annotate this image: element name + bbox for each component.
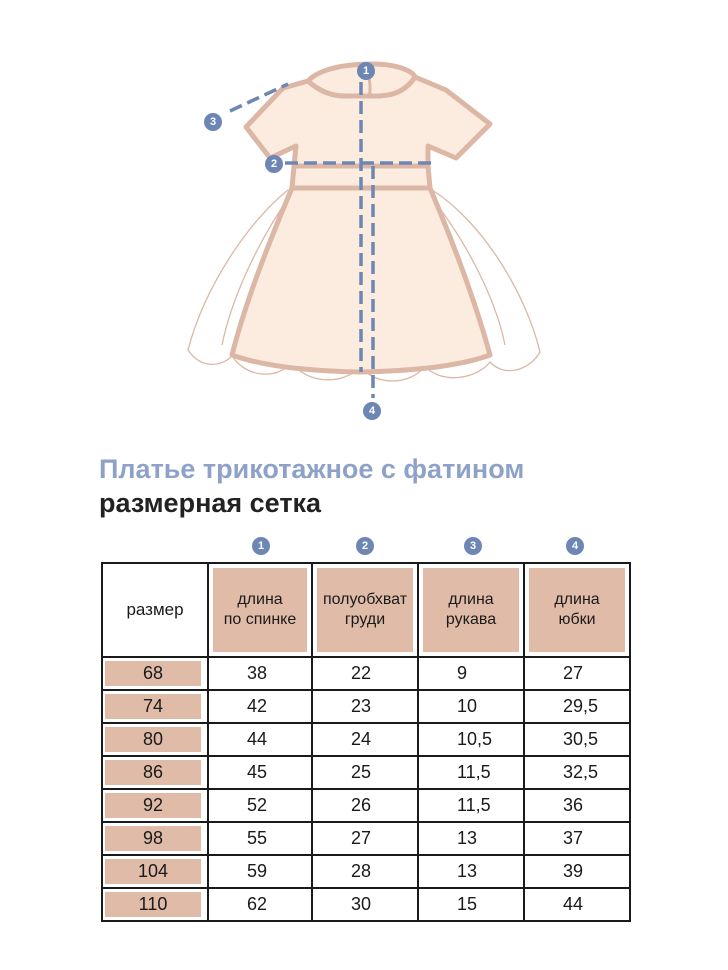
table-cell: 42 bbox=[208, 690, 312, 723]
column-marker-1: 1 bbox=[252, 537, 270, 555]
header-half-chest bbox=[312, 563, 418, 657]
header-label: длина рукава bbox=[423, 568, 519, 652]
table-cell: 24 bbox=[312, 723, 418, 756]
size-cell bbox=[102, 690, 208, 723]
column-marker-3: 3 bbox=[464, 537, 482, 555]
column-marker-2: 2 bbox=[356, 537, 374, 555]
table-cell: 26 bbox=[312, 789, 418, 822]
page-subtitle: размерная сетка bbox=[99, 488, 322, 518]
table-cell: 28 bbox=[312, 855, 418, 888]
table-cell: 11,5 bbox=[418, 789, 524, 822]
size-cell bbox=[102, 855, 208, 888]
table-row bbox=[102, 756, 630, 789]
table-cell: 29,5 bbox=[524, 690, 630, 723]
table-cell: 36 bbox=[524, 789, 630, 822]
table-cell: 37 bbox=[524, 822, 630, 855]
table-row bbox=[102, 888, 630, 921]
table-cell: 13 bbox=[418, 822, 524, 855]
table-cell: 13 bbox=[418, 855, 524, 888]
size-cell bbox=[102, 822, 208, 855]
size-value: 86 bbox=[105, 760, 201, 785]
table-cell: 62 bbox=[208, 888, 312, 921]
marker-4: 4 bbox=[363, 402, 381, 420]
size-table bbox=[101, 562, 631, 922]
size-value: 68 bbox=[105, 661, 201, 686]
header-sleeve-length bbox=[418, 563, 524, 657]
table-cell: 39 bbox=[524, 855, 630, 888]
size-value: 92 bbox=[105, 793, 201, 818]
header-back-length bbox=[208, 563, 312, 657]
table-cell: 27 bbox=[312, 822, 418, 855]
table-cell: 10,5 bbox=[418, 723, 524, 756]
table-cell: 52 bbox=[208, 789, 312, 822]
size-value: 80 bbox=[105, 727, 201, 752]
header-label: длина по спинке bbox=[213, 568, 307, 652]
size-value: 98 bbox=[105, 826, 201, 851]
table-cell: 9 bbox=[418, 657, 524, 690]
table-cell: 10 bbox=[418, 690, 524, 723]
marker-1: 1 bbox=[357, 62, 375, 80]
size-cell bbox=[102, 789, 208, 822]
table-cell: 59 bbox=[208, 855, 312, 888]
table-row bbox=[102, 657, 630, 690]
size-cell bbox=[102, 756, 208, 789]
size-column-header: размер bbox=[102, 563, 208, 657]
marker-2: 2 bbox=[265, 155, 283, 173]
table-cell: 22 bbox=[312, 657, 418, 690]
header-label: полуобхват груди bbox=[317, 568, 413, 652]
table-cell: 44 bbox=[208, 723, 312, 756]
table-cell: 32,5 bbox=[524, 756, 630, 789]
header-skirt-length bbox=[524, 563, 630, 657]
size-value: 74 bbox=[105, 694, 201, 719]
size-cell bbox=[102, 888, 208, 921]
table-row bbox=[102, 723, 630, 756]
size-value: 104 bbox=[105, 859, 201, 884]
size-cell bbox=[102, 657, 208, 690]
table-cell: 30 bbox=[312, 888, 418, 921]
table-cell: 45 bbox=[208, 756, 312, 789]
table-cell: 27 bbox=[524, 657, 630, 690]
size-value: 110 bbox=[105, 892, 201, 917]
table-cell: 23 bbox=[312, 690, 418, 723]
page-title: Платье трикотажное с фатином bbox=[99, 454, 525, 484]
table-cell: 25 bbox=[312, 756, 418, 789]
table-row bbox=[102, 855, 630, 888]
table-row bbox=[102, 789, 630, 822]
header-label: длина юбки bbox=[529, 568, 625, 652]
table-row bbox=[102, 822, 630, 855]
table-cell: 55 bbox=[208, 822, 312, 855]
marker-3: 3 bbox=[204, 113, 222, 131]
table-cell: 11,5 bbox=[418, 756, 524, 789]
table-row bbox=[102, 690, 630, 723]
table-cell: 15 bbox=[418, 888, 524, 921]
table-cell: 38 bbox=[208, 657, 312, 690]
table-cell: 44 bbox=[524, 888, 630, 921]
column-marker-4: 4 bbox=[566, 537, 584, 555]
table-cell: 30,5 bbox=[524, 723, 630, 756]
size-cell bbox=[102, 723, 208, 756]
table-header-row bbox=[102, 563, 630, 657]
